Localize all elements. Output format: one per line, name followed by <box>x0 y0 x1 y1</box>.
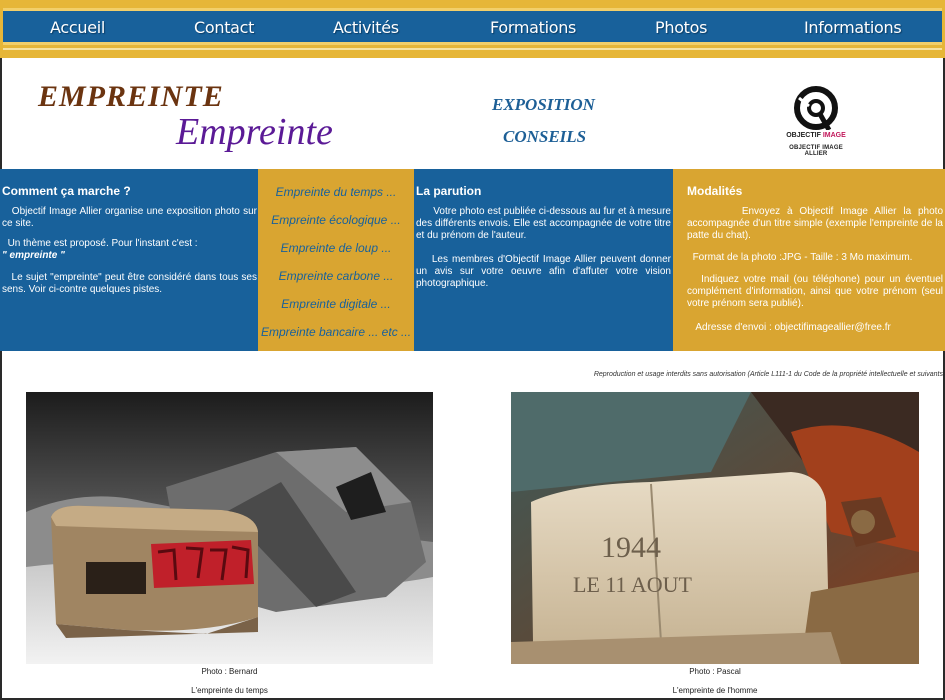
info-parution <box>414 169 673 351</box>
how-it-works-title: Comment ça marche ? <box>2 184 131 198</box>
modalites-p1 <box>687 206 943 242</box>
idea-temps[interactable]: Empreinte du temps ... <box>275 185 397 199</box>
modalites-title: Modalités <box>687 184 743 198</box>
how-it-works-p1 <box>2 206 257 230</box>
carving-date: LE 11 AOUT <box>573 572 692 597</box>
nav-formations[interactable]: Formations <box>490 18 577 37</box>
nav-contact[interactable]: Contact <box>194 18 255 37</box>
objectif-image-logo <box>778 86 854 157</box>
nav-band <box>3 8 942 45</box>
nav-informations[interactable]: Informations <box>804 18 902 37</box>
parution-p2-text: Les membres d'Objectif Image Allier peuvent donner un avis sur votre oeuvre afin d'affuter votre vision photographique. <box>416 254 671 289</box>
photo-bunker-credit: Photo : Bernard <box>201 667 258 676</box>
logo-name-2: IMAGE <box>822 132 846 139</box>
logo-name-1: OBJECTIF <box>786 132 821 139</box>
modalites-p2-text: Format de la photo :JPG - Taille : 3 Mo maximum. <box>692 252 913 263</box>
modalites-p3-text: Indiquez votre mail (ou téléphone) pour un éventuel complément d'information, ainsi que votre prénom (seul votre prénom sera publié). <box>687 274 943 309</box>
modalites-p4 <box>687 322 943 334</box>
modalites-p1-text: Envoyez à Objectif Image Allier la photo accompagnée d'un titre simple (exemple l'empreinte de la patte du chat). <box>687 206 944 241</box>
nav-activites[interactable]: Activités <box>333 18 399 37</box>
photo-stone-title: L'empreinte de l'homme <box>672 686 758 695</box>
parution-title: La parution <box>416 184 482 198</box>
contact-email-text: Adresse d'envoi : objectifimageallier@free.fr <box>695 322 891 333</box>
idea-ecologique[interactable]: Empreinte écologique ... <box>271 213 401 227</box>
info-modalites <box>673 169 945 351</box>
how-it-works-p1-text: Objectif Image Allier organise une exposition photo sur ce site. <box>2 206 257 229</box>
how-it-works-p2-text: Un thème est proposé. Pour l'instant c'est : <box>7 238 198 249</box>
photo-stone-credit: Photo : Pascal <box>689 667 741 676</box>
logo-subtitle: OBJECTIF IMAGE ALLIER <box>789 145 843 157</box>
info-how-it-works <box>0 169 258 351</box>
bunker-photo-image <box>26 392 433 664</box>
modalites-p3 <box>687 274 943 310</box>
how-it-works-p3-text: Le sujet "empreinte" peut être considéré dans tous ses sens. Voir ci-contre quelques pistes. <box>2 272 257 295</box>
stone-photo-image <box>511 392 919 664</box>
top-nav <box>0 0 945 58</box>
how-it-works-p3 <box>2 272 257 296</box>
idea-loup[interactable]: Empreinte de loup ... <box>280 241 392 255</box>
modalites-p2 <box>687 252 943 264</box>
nav-photos[interactable]: Photos <box>655 18 708 37</box>
photo-bunker[interactable] <box>26 392 433 664</box>
parution-p1 <box>416 206 671 242</box>
nav-underline <box>3 48 942 50</box>
photo-stone[interactable] <box>511 392 919 664</box>
theme-word: " empreinte " <box>2 250 65 261</box>
camera-aperture-icon <box>789 86 843 130</box>
parution-p2 <box>416 254 671 290</box>
how-it-works-p2 <box>2 238 257 250</box>
site-title-script: Empreinte <box>176 111 333 153</box>
copyright-notice: Reproduction et usage interdits sans autorisation (Article L111-1 du Code de la propriété intellectuelle et suivants <box>593 371 943 378</box>
site-title-caps: EMPREINTE <box>38 80 224 113</box>
logo-name <box>778 132 854 139</box>
parution-p1-text: Votre photo est publiée ci-dessous au fur et à mesure des différents envois. Elle est accompagnée de votre titre et du prénom de l'auteur. <box>416 206 671 241</box>
idea-carbone[interactable]: Empreinte carbone ... <box>278 269 394 283</box>
theme-ideas-list <box>258 169 414 351</box>
photo-bunker-title: L'empreinte du temps <box>191 686 268 695</box>
conseils-link[interactable]: CONSEILS <box>503 127 587 146</box>
exposition-link[interactable]: EXPOSITION <box>492 95 595 114</box>
idea-bancaire[interactable]: Empreinte bancaire ... etc ... <box>260 325 412 339</box>
carving-year: 1944 <box>601 531 661 564</box>
idea-digitale[interactable]: Empreinte digitale ... <box>281 297 391 311</box>
nav-accueil[interactable]: Accueil <box>50 18 106 37</box>
